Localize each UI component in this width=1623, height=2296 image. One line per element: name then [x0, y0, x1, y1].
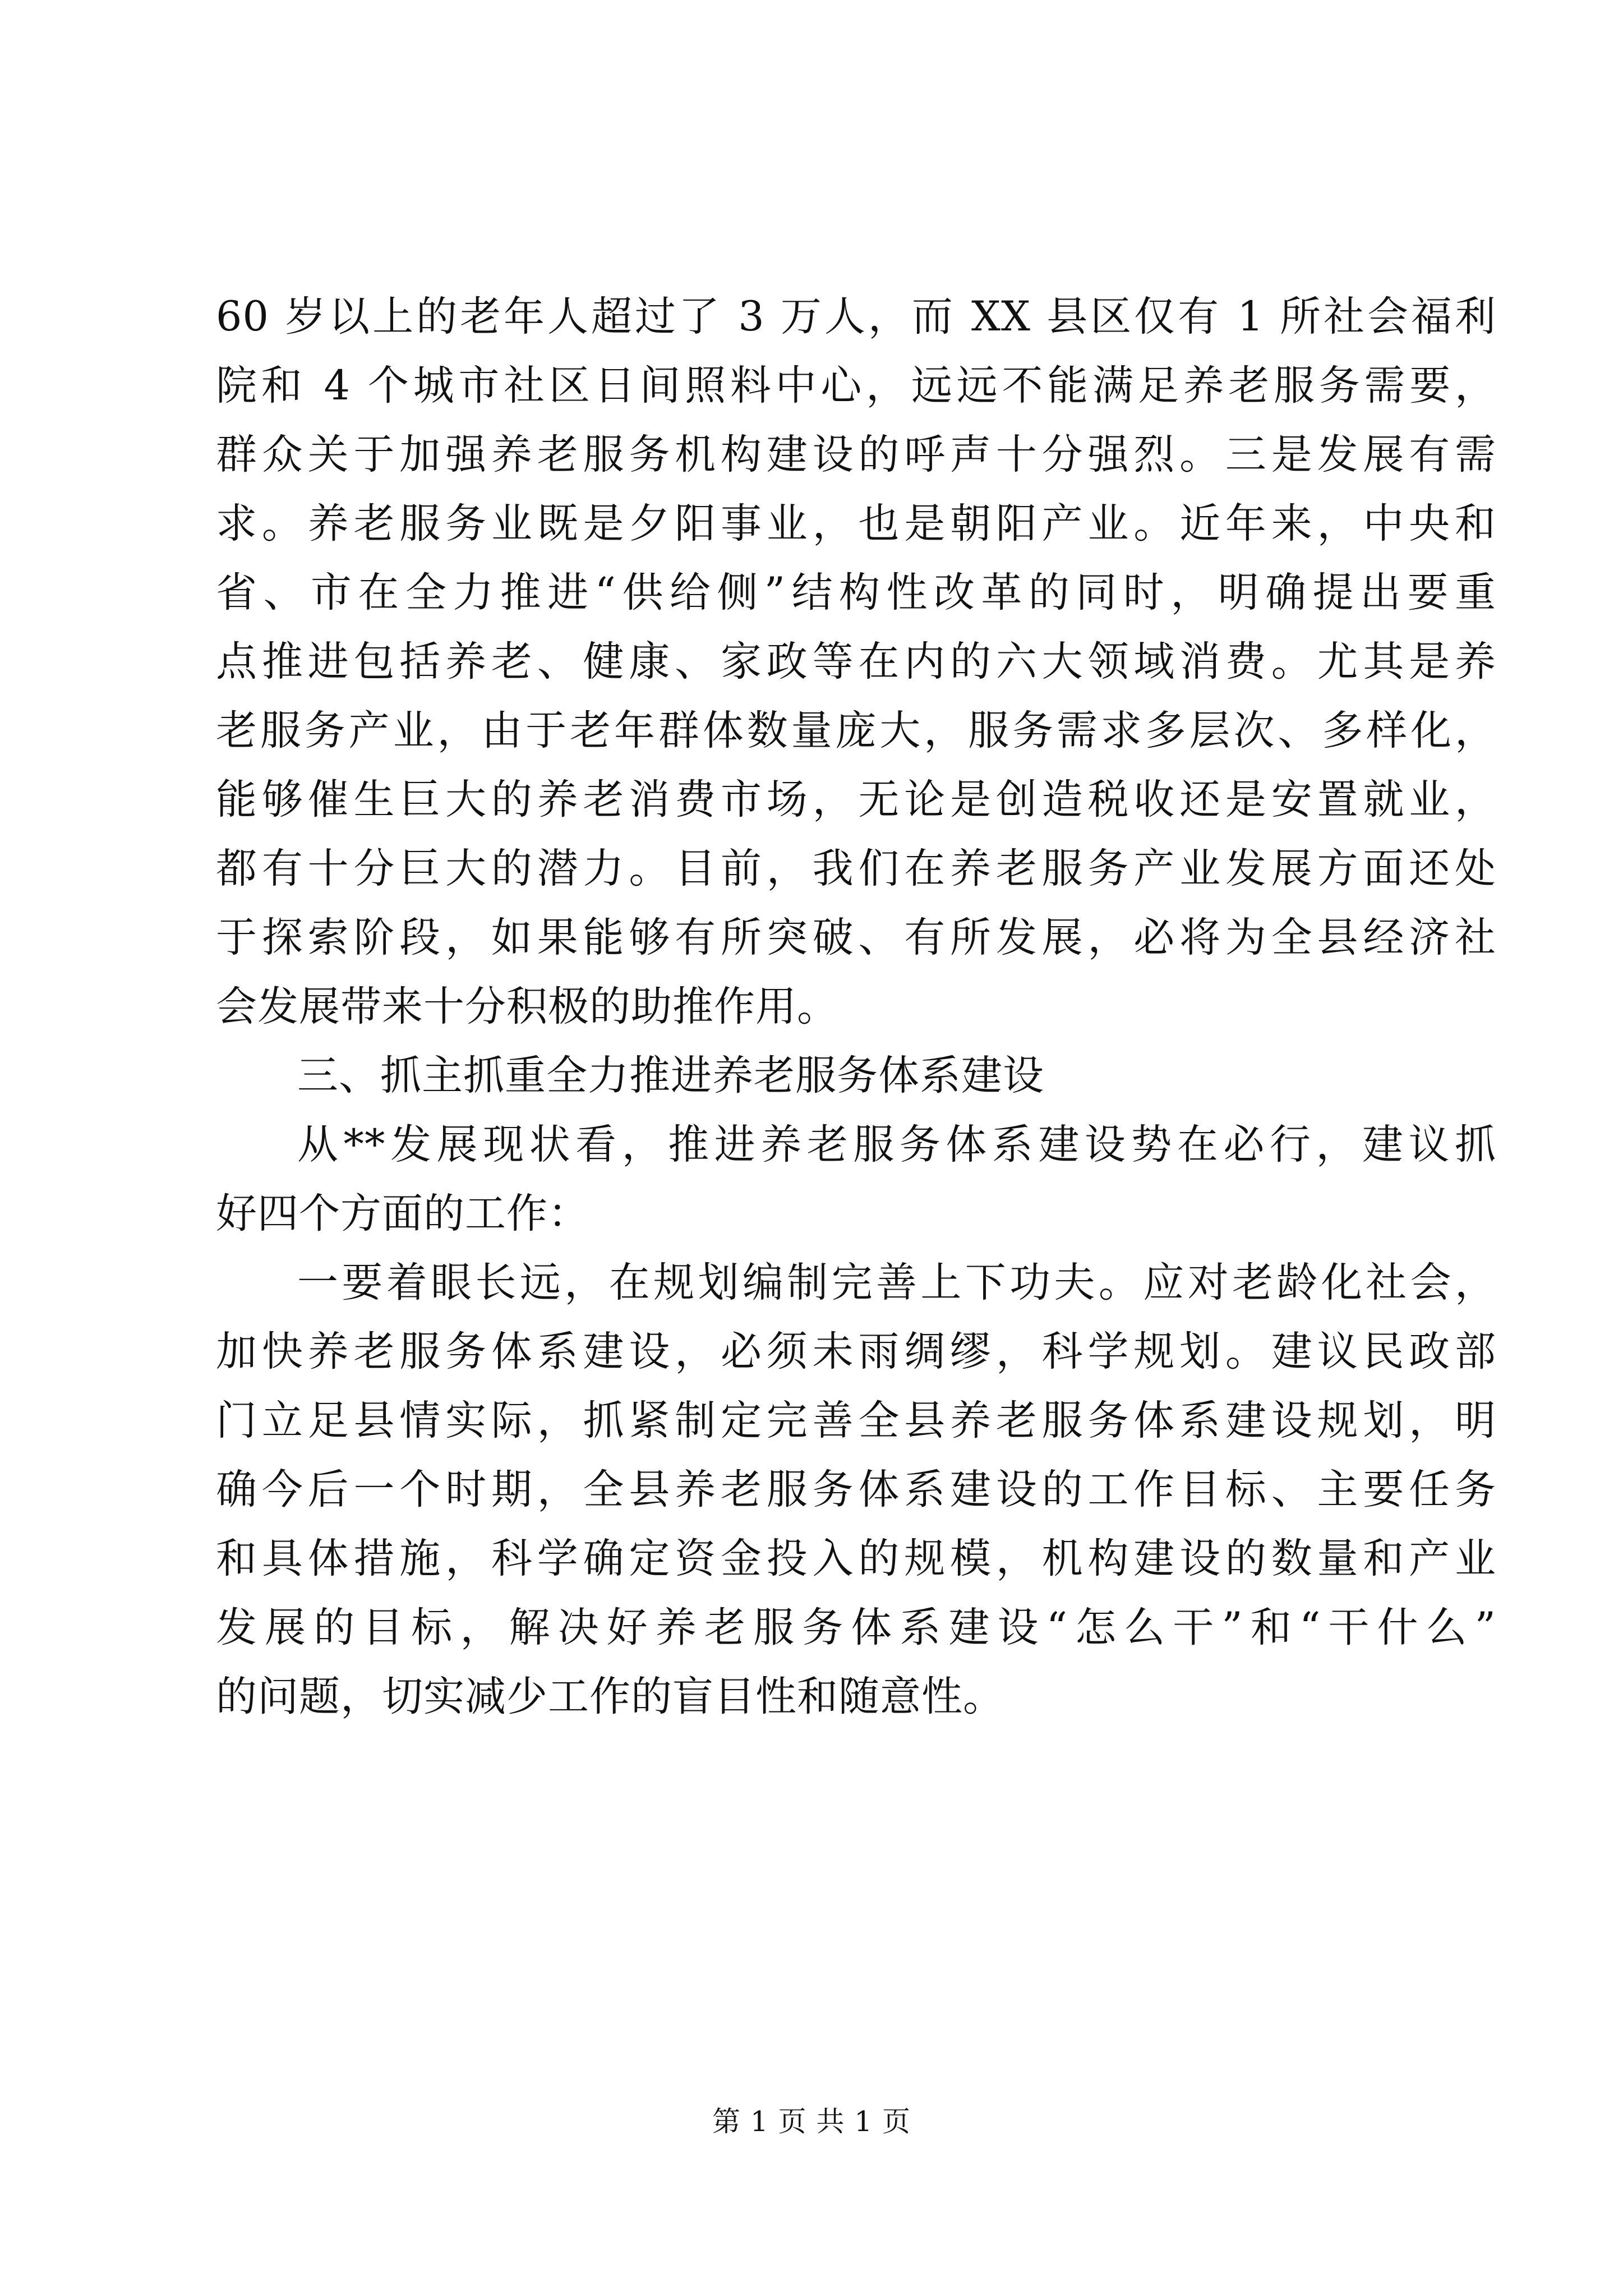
body-line: 门立足县情实际，抓紧制定完善全县养老服务体系建设规划，明 — [216, 1397, 1496, 1444]
body-line: 省、市在全力推进“供给侧”结构性改革的同时，明确提出要重 — [216, 569, 1496, 616]
body-line: 加快养老服务体系建设，必须未雨绸缪，科学规划。建议民政部 — [216, 1328, 1496, 1375]
body-line: 从**发展现状看，推进养老服务体系建设势在必行，建议抓 — [297, 1121, 1496, 1168]
page-number-footer: 第 1 页 共 1 页 — [712, 2105, 911, 2138]
body-line: 确今后一个时期，全县养老服务体系建设的工作目标、主要任务 — [216, 1466, 1496, 1513]
body-line: 会发展带来十分积极的助推作用。 — [216, 983, 838, 1030]
body-line: 能够催生巨大的养老消费市场，无论是创造税收还是安置就业， — [216, 776, 1496, 823]
body-line: 老服务产业，由于老年群体数量庞大，服务需求多层次、多样化， — [216, 707, 1496, 754]
body-line: 和具体措施，科学确定资金投入的规模，机构建设的数量和产业 — [216, 1535, 1496, 1582]
body-line: 求。养老服务业既是夕阳事业，也是朝阳产业。近年来，中央和 — [216, 500, 1496, 547]
body-line: 60 岁以上的老年人超过了 3 万人，而 XX 县区仅有 1 所社会福利 — [216, 293, 1496, 341]
body-line: 于探索阶段，如果能够有所突破、有所发展，必将为全县经济社 — [216, 914, 1496, 961]
body-line: 院和 4 个城市社区日间照料中心，远远不能满足养老服务需要， — [216, 362, 1496, 409]
body-line: 一要着眼长远，在规划编制完善上下功夫。应对老龄化社会， — [297, 1259, 1496, 1306]
body-line: 都有十分巨大的潜力。目前，我们在养老服务产业发展方面还处 — [216, 845, 1496, 892]
section-heading: 三、抓主抓重全力推进养老服务体系建设 — [297, 1052, 1044, 1099]
body-line: 点推进包括养老、健康、家政等在内的六大领域消费。尤其是养 — [216, 638, 1496, 685]
body-line: 好四个方面的工作： — [216, 1190, 589, 1237]
body-line: 发展的目标，解决好养老服务体系建设“怎么干”和“干什么” — [216, 1604, 1496, 1651]
body-line: 的问题，切实减少工作的盲目性和随意性。 — [216, 1673, 1004, 1720]
body-line: 群众关于加强养老服务机构建设的呼声十分强烈。三是发展有需 — [216, 431, 1496, 478]
